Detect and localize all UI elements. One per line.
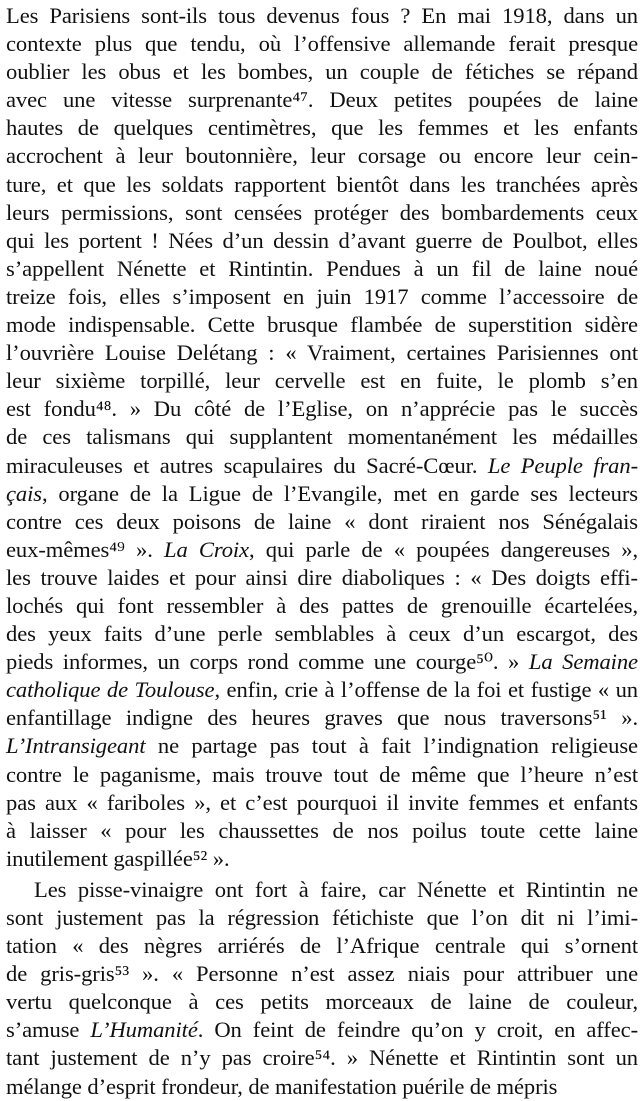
text-line: mélange d’esprit frondeur, de manifestation puérile de mépris <box>6 1073 558 1099</box>
text-line: leur sixième torpillé, leur cervelle est en fuite, le plomb s’en <box>6 368 638 394</box>
text-line: miraculeuses et autres scapulaires du Sacré-Cœur. Le Peuple fran- <box>6 452 638 478</box>
text-line: L’Intransigeant ne partage pas tout à fait l’indignation religieuse <box>6 733 638 759</box>
text-line: qui les portent ! Nées d’un dessin d’avant guerre de Poulbot, elles <box>6 227 638 253</box>
text-line: pieds informes, un corps rond comme une courge⁵⁰. » La Semaine <box>6 649 638 675</box>
paragraph-2 <box>6 876 638 1101</box>
text-line: l’ouvrière Louise Delétang : « Vraiment, certaines Parisiennes ont <box>6 340 638 366</box>
text-line: eux-mêmes⁴⁹ ». La Croix, qui parle de « poupées dangereuses », <box>6 536 639 562</box>
text-line: mode indispensable. Cette brusque flambée de superstition sidère <box>6 312 638 338</box>
book-page <box>6 2 639 1099</box>
text-line: des yeux faits d’une perle semblables à ceux d’un escargot, des <box>6 621 638 647</box>
text-line: vertu quelconque à ces petits morceaux de laine de couleur, <box>6 989 638 1015</box>
text-line: enfantillage indigne des heures graves que nous traversons⁵¹ ». <box>6 705 638 731</box>
text-line: est fondu⁴⁸. » Du côté de l’Eglise, on n’apprécie pas le succès <box>6 396 638 422</box>
text-line: catholique de Toulouse, enfin, crie à l’offense de la foi et fustige « un <box>6 677 638 703</box>
text-line: s’amuse L’Humanité. On feint de feindre qu’on y croit, en affec- <box>6 1017 639 1043</box>
text-line: avec une vitesse surprenante⁴⁷. Deux petites poupées de laine <box>6 87 638 113</box>
text-line: de gris-gris⁵³ ». « Personne n’est assez niais pour attribuer une <box>6 961 638 987</box>
text-line: s’appellent Nénette et Rintintin. Pendues à un fil de laine noué <box>6 255 638 281</box>
text-line: hautes de quelques centimètres, que les femmes et les enfants <box>6 115 638 141</box>
text-line: contre le paganisme, mais trouve tout de même que l’heure n’est <box>6 761 638 787</box>
paragraph-1 <box>6 2 638 873</box>
text-line: accrochent à leur boutonnière, leur corsage ou encore leur cein- <box>6 143 638 169</box>
text-line: inutilement gaspillée⁵² ». <box>6 845 230 871</box>
text-line: tant justement de n’y pas croire⁵⁴. » Nénette et Rintintin sont un <box>6 1045 638 1071</box>
text-line: lochés qui font ressembler à des pattes de grenouille écartelées, <box>6 592 638 618</box>
text-line: les trouve laides et pour ainsi dire diaboliques : « Des doigts effi- <box>6 564 638 590</box>
text-line: à laisser « pour les chaussettes de nos poilus toute cette laine <box>6 817 638 843</box>
text-line: treize fois, elles s’imposent en juin 1917 comme l’accessoire de <box>6 283 638 309</box>
text-line: contre ces deux poisons de laine « dont riraient nos Sénégalais <box>6 508 638 534</box>
text-line: oublier les obus et les bombes, un couple de fétiches se répand <box>6 59 638 85</box>
text-line: contexte plus que tendu, où l’offensive allemande ferait presque <box>6 31 638 57</box>
text-line: ture, et que les soldats rapportent bientôt dans les tranchées après <box>6 171 638 197</box>
text-line: Les Parisiens sont-ils tous devenus fous ? En mai 1918, dans un <box>6 3 638 28</box>
text-line: sont justement pas la régression fétichiste que l’on dit ni l’imi- <box>6 905 638 930</box>
text-line: tation « des nègres arriérés de l’Afrique centrale qui s’ornent <box>6 933 638 959</box>
text-line: Les pisse-vinaigre ont fort à faire, car Nénette et Rintintin ne <box>34 876 638 902</box>
text-line: pas aux « fariboles », et c’est pourquoi il invite femmes et enfants <box>6 789 638 815</box>
text-line: leurs permissions, sont censées protéger des bombardements ceux <box>6 199 638 225</box>
text-line: de ces talismans qui supplantent momentanément les médailles <box>6 424 638 450</box>
text-line: çais, organe de la Ligue de l’Evangile, met en garde ses lecteurs <box>6 480 638 506</box>
